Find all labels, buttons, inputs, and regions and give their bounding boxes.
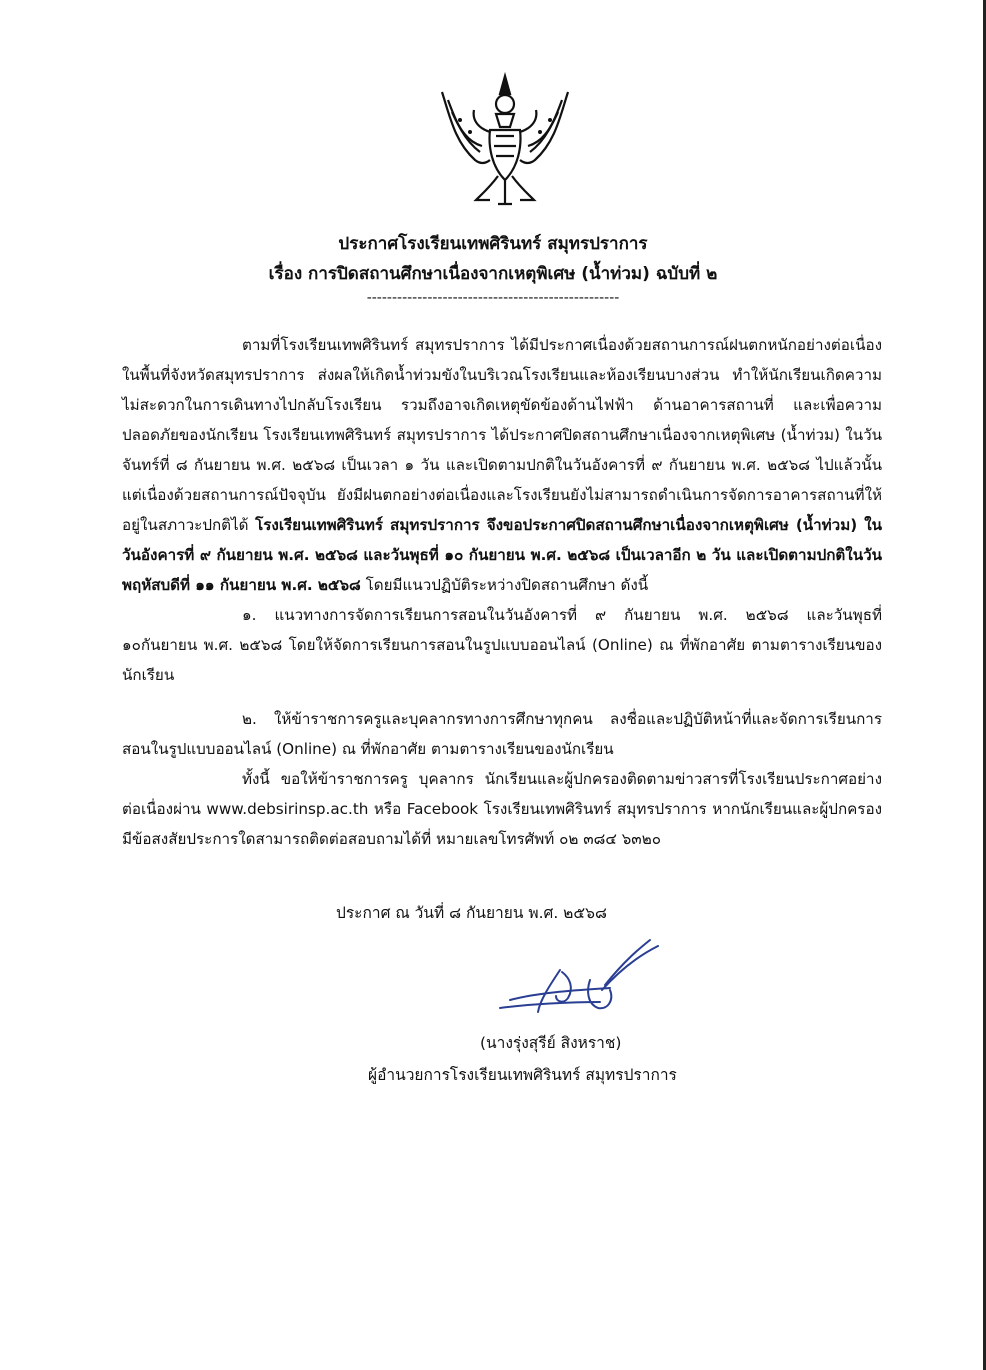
paragraph-intro — [122, 330, 882, 600]
signer-title: ผู้อำนวยการโรงเรียนเทพศิรินทร์ สมุทรปราการ — [368, 1066, 677, 1084]
announcement-date: ประกาศ ณ วันที่ ๘ กันยายน พ.ศ. ๒๕๖๘ — [336, 904, 607, 922]
announcement-subject: เรื่อง การปิดสถานศึกษาเนื่องจากเหตุพิเศษ (น้ำท่วม) ฉบับที่ ๒ — [268, 264, 718, 284]
announcement-body — [122, 330, 882, 854]
header-divider: -------------------------------------------------- — [366, 290, 620, 306]
list-item-1: ๑. แนวทางการจัดการเรียนการสอนในวันอังคารที่ ๙ กันยายน พ.ศ. ๒๕๖๘ และวันพุธที่ ๑๐กันยายน พ.ศ. ๒๕๖๘ โดยให้จัดการเรียนการสอนในรูปแบบออนไลน์ (Online) ณ ที่พักอาศัย ตามตารางเรียนของนักเรียน — [122, 606, 882, 684]
garuda-emblem-icon — [430, 72, 580, 212]
signature-icon — [490, 930, 680, 1030]
announcement-title: ประกาศโรงเรียนเทพศิรินทร์ สมุทรปราการ — [338, 234, 648, 254]
intro-normal-text: ตามที่โรงเรียนเทพศิรินทร์ สมุทรปราการ ได้มีประกาศเนื่องด้วยสถานการณ์ฝนตกหนักอย่างต่อเนื่องในพื้นที่จังหวัดสมุทรปราการ ส่งผลให้เกิดน้ำท่วมขังในบริเวณโรงเรียนและห้องเรียนบางส่วน ทำให้นักเรียนเกิดความไม่สะดวกในการเดินทางไปกลับโรงเรียน รวมถึงอาจเกิดเหตุขัดข้องด้านไฟฟ้า ด้านอาคารสถานที่ และเพื่อความปลอดภัยของนักเรียน โรงเรียนเทพศิรินทร์ สมุทรปราการ ได้ประกาศปิดสถานศึกษาเนื่องจากเหตุพิเศษ (น้ำท่วม) ในวันจันทร์ที่ ๘ กันยายน พ.ศ. ๒๕๖๘ เป็นเวลา ๑ วัน และเปิดตามปกติในวันอังคารที่ ๙ กันยายน พ.ศ. ๒๕๖๘ ไปแล้วนั้น แต่เนื่องด้วยสถานการณ์ปัจจุบัน ยังมีฝนตกอย่างต่อเนื่องและโรงเรียนยังไม่สามารถดำเนินการจัดการอาคารสถานที่ให้อยู่ในสภาวะปกติได้ — [122, 336, 882, 534]
paragraph-closing: ทั้งนี้ ขอให้ข้าราชการครู บุคลากร นักเรียนและผู้ปกครองติดตามข่าวสารที่โรงเรียนประกาศอย่างต่อเนื่องผ่าน www.debsirinsp.ac.th หรือ Facebook โรงเรียนเทพศิรินทร์ สมุทรปราการ หากนักเรียนและผู้ปกครองมีข้อสงสัยประการใดสามารถติดต่อสอบถามได้ที่ หมายเลขโทรศัพท์ ๐๒ ๓๘๔ ๖๓๒๐ — [122, 770, 882, 848]
list-item-2: ๒. ให้ข้าราชการครูและบุคลากรทางการศึกษาทุกคน ลงชื่อและปฏิบัติหน้าที่และจัดการเรียนการสอนในรูปแบบออนไลน์ (Online) ณ ที่พักอาศัย ตามตารางเรียนของนักเรียน — [122, 710, 882, 758]
intro-bold-text: โรงเรียนเทพศิรินทร์ สมุทรปราการ จึงขอประกาศปิดสถานศึกษาเนื่องจากเหตุพิเศษ (น้ำท่วม) ในวันอังคารที่ ๙ กันยายน พ.ศ. ๒๕๖๘ และวันพุธที่ ๑๐ กันยายน พ.ศ. ๒๕๖๘ เป็นเวลาอีก ๒ วัน และเปิดตามปกติในวันพฤหัสบดีที่ ๑๑ กันยายน พ.ศ. ๒๕๖๘ — [122, 516, 882, 594]
intro-tail-text: โดยมีแนวปฏิบัติระหว่างปิดสถานศึกษา ดังนี้ — [360, 576, 649, 594]
signer-name: (นางรุ่งสุรีย์ สิงหราช) — [480, 1034, 622, 1052]
